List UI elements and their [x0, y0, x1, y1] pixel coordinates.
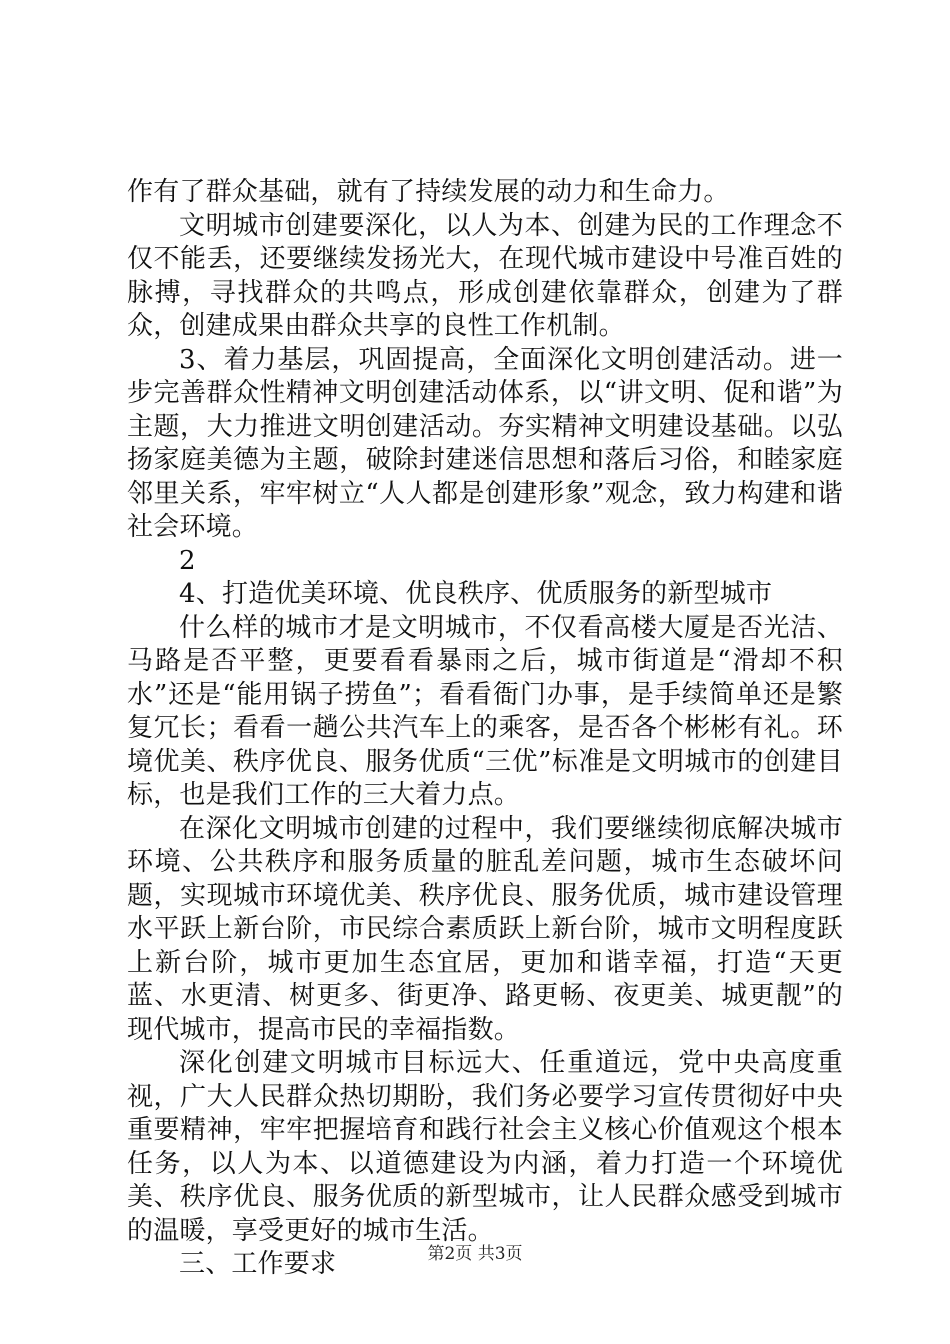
paragraph-great-goal: 深化创建文明城市目标远大、任重道远，党中央高度重视，广大人民群众热切期盼，我们务必要学习宣传贯彻好中央重要精神，牢牢把握培育和践行社会主义核心价值观这个根本任务，以人为本、以道德建设为内涵，着力打造一个环境优美、秩序优良、服务优质的新型城市，让人民群众感受到城市的温暖，享受更好的城市生活。: [127, 1048, 843, 1246]
section-heading-work-requirements: 三、工作要求: [179, 1249, 337, 1279]
document-body: [127, 176, 843, 1282]
paragraph-work-philosophy: 文明城市创建要深化，以人为本、创建为民的工作理念不仅不能丢，还要继续发扬光大，在现代城市建设中号准百姓的脉搏，寻找群众的共鸣点，形成创建依靠群众，创建为了群众，创建成果由群众共享的良性工作机制。: [127, 210, 843, 341]
section-heading-new-city: 4、打造优美环境、优良秩序、优质服务的新型城市: [179, 579, 773, 609]
paragraph-deepening-process: 在深化文明城市创建的过程中，我们要继续彻底解决城市环境、公共秩序和服务质量的脏乱差问题，城市生态破坏问题，实现城市环境优美、秩序优良、服务优质，城市建设管理水平跃上新台阶，市民综合素质跃上新台阶，城市文明程度跃上新台阶，城市更加生态宜居，更加和谐幸福，打造“天更蓝、水更清、树更多、街更净、路更畅、夜更美、城更靓”的现代城市，提高市民的幸福指数。: [127, 813, 843, 1045]
paragraph-grassroots-creation: 3、着力基层，巩固提高，全面深化文明创建活动。进一步完善群众性精神文明创建活动体系，以“讲文明、促和谐”为主题，大力推进文明创建活动。夯实精神文明建设基础。以弘扬家庭美德为主题，破除封建迷信思想和落后习俗，和睦家庭邻里关系，牢牢树立“人人都是创建形象”观念，致力构建和谐社会环境。: [127, 344, 843, 542]
page-number-footer: 第2页 共3页: [427, 1244, 523, 1264]
paragraph-continuation: 作有了群众基础，就有了持续发展的动力和生命力。: [127, 177, 730, 207]
paragraph-stray-number: 2: [179, 545, 196, 576]
paragraph-what-is-civilized-city: 什么样的城市才是文明城市，不仅看高楼大厦是否光洁、马路是否平整，更要看看暴雨之后，城市街道是“滑却不积水”还是“能用锅子捞鱼”；看看衙门办事，是手续简单还是繁复冗长；看看一趟公共汽车上的乘客，是否各个彬彬有礼。环境优美、秩序优良、服务优质“三优”标准是文明城市的创建目标，也是我们工作的三大着力点。: [127, 612, 843, 810]
